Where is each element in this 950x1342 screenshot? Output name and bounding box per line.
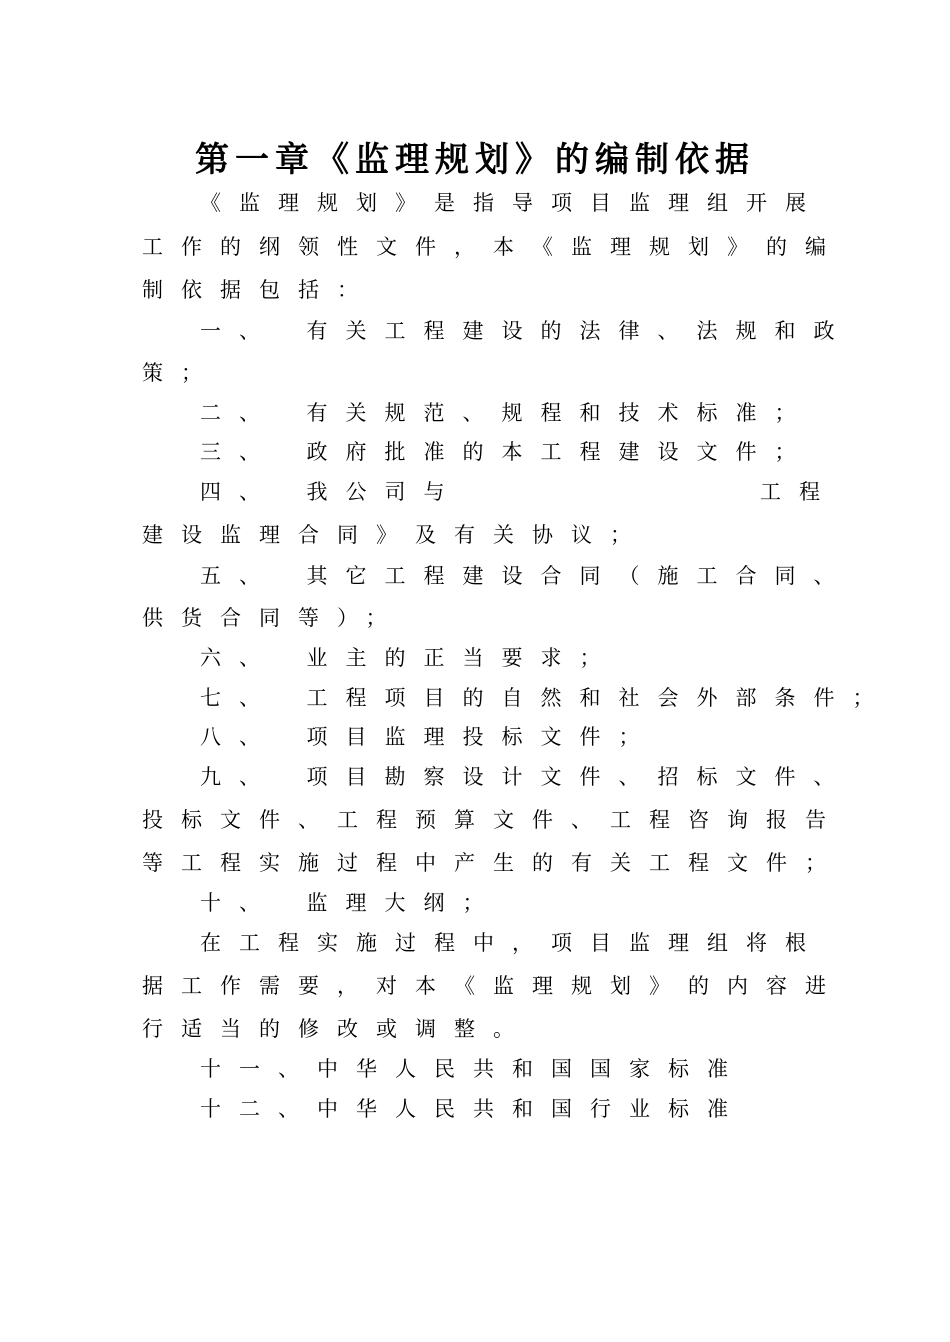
list-item: 一、 有关工程建设的法律、法规和政 [200,319,853,343]
paragraph-line: 在工程实施过程中，项目监理组将根 [200,931,824,955]
list-item: 四、 我公司与 [200,480,463,504]
list-item: 十、 监理大纲； [200,891,502,915]
list-item-continuation: 供货合同等）； [142,606,405,630]
list-item: 六、 业主的正当要求； [200,646,619,670]
paragraph-line: 行适当的修改或调整。 [142,1017,532,1041]
list-item: 二、 有关规范、规程和技术标准； [200,401,814,425]
list-item-continuation: 等工程实施过程中产生的有关工程文件； [142,851,844,875]
list-item: 三、 政府批准的本工程建设文件； [200,440,814,464]
list-item: 八、 项目监理投标文件； [200,725,658,749]
list-item-continuation: 建设监理合同》及有关协议； [142,523,649,547]
list-item: 七、 工程项目的自然和社会外部条件； [200,686,892,710]
list-item: 五、 其它工程建设合同（施工合同、 [200,564,853,588]
paragraph-line: 工作的纲领性文件，本《监理规划》的编 [142,235,844,259]
list-item: 九、 项目勘察设计文件、招标文件、 [200,765,853,789]
list-item-tail: 工程 [760,480,838,504]
page-title: 第一章《监理规划》的编制依据 [195,140,755,180]
paragraph-line: 《监理规划》是指导项目监理组开展 [200,191,824,215]
paragraph-line: 制依据包括： [142,278,376,302]
paragraph-line: 据工作需要，对本《监理规划》的内容进 [142,974,844,998]
list-item-continuation: 投标文件、工程预算文件、工程咨询报告 [142,808,844,832]
list-item-continuation: 策； [142,361,220,385]
list-item: 十二、中华人民共和国行业标准 [200,1097,746,1121]
list-item: 十一、中华人民共和国国家标准 [200,1057,746,1081]
